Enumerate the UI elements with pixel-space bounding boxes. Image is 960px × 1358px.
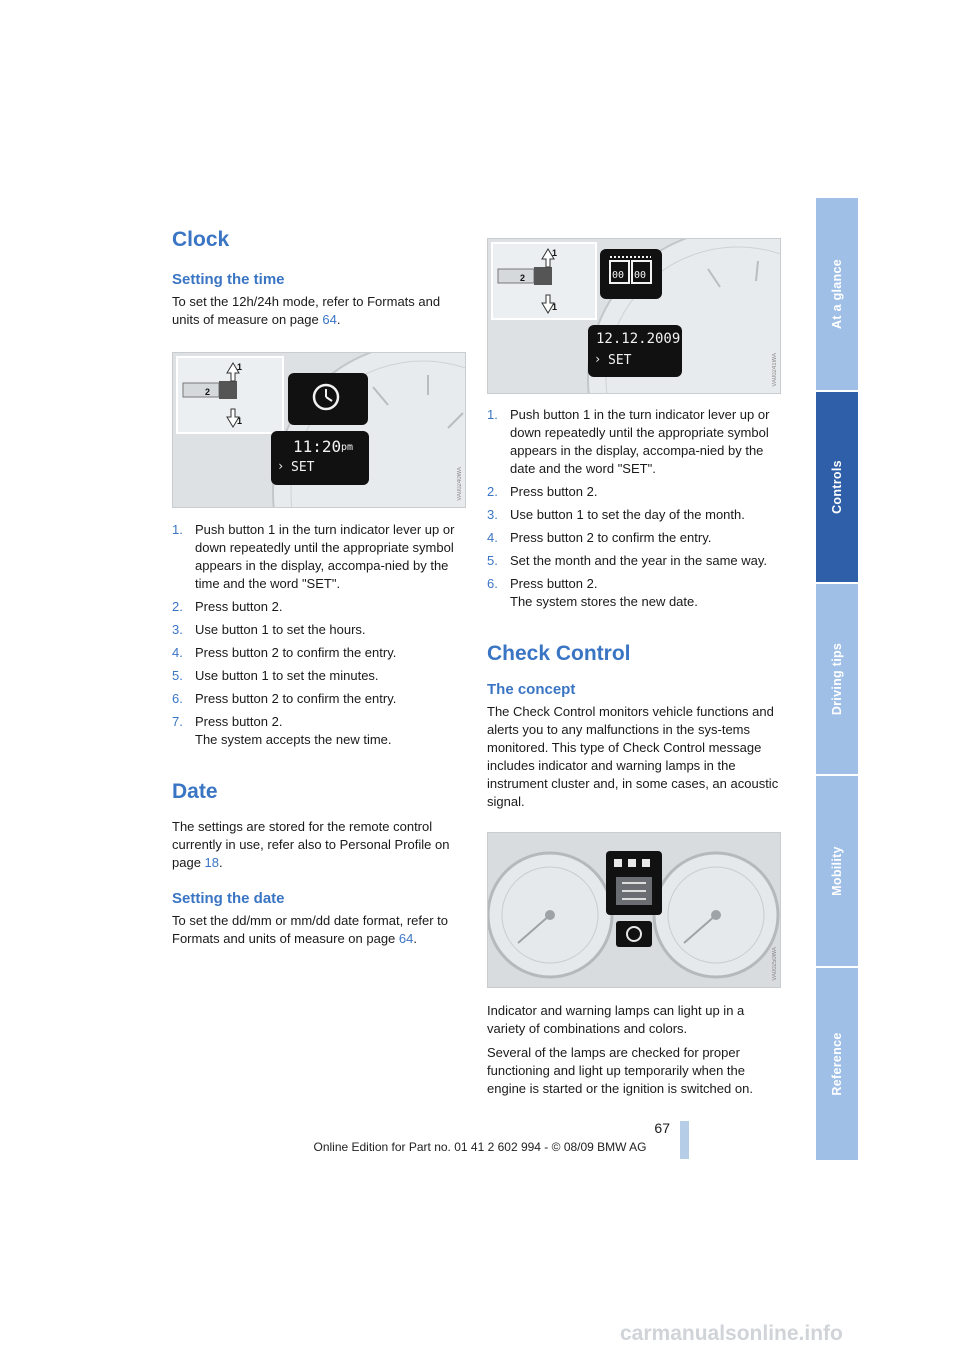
display-time: 11:20: [293, 437, 342, 456]
clock-icon: [288, 373, 368, 425]
instrument-cluster-illustration: [488, 833, 780, 987]
calendar-symbol-screen: [600, 249, 662, 299]
concept-text: The Check Control monitors vehicle functions and alerts you to any malfunctions in the sys-tems monitored. This type of Check Control message includes indicator and warning lamps in the instrument cluster and, in some cases, an acoustic signal.: [487, 704, 779, 809]
check-control-heading: Check Control: [487, 642, 631, 665]
chevron-right-icon: ›: [594, 352, 602, 366]
svg-text:2: 2: [520, 273, 526, 283]
page-link-64[interactable]: 64: [322, 312, 337, 327]
clock-heading: Clock: [172, 228, 230, 251]
setting-time-intro: To set the 12h/24h mode, refer to Formats and units of measure on page 64.: [172, 294, 441, 327]
list-item: 6. Press button 2 to confirm the entry.: [172, 691, 397, 706]
list-item: 2. Press button 2.: [172, 599, 283, 614]
concept-heading: The concept: [487, 681, 576, 698]
right-column: [487, 238, 780, 1098]
sidebar-tab-controls[interactable]: Controls: [816, 392, 858, 584]
svg-text:1: 1: [552, 302, 558, 312]
page-link-64[interactable]: 64: [398, 931, 414, 946]
clock-symbol-screen: [288, 373, 368, 425]
list-item: 3. Use button 1 to set the hours.: [172, 622, 366, 637]
display-set: SET: [291, 460, 315, 475]
svg-text:1: 1: [552, 248, 558, 258]
date-intro: The settings are stored for the remote control currently in use, refer also to Personal Profile on page 18.: [172, 819, 450, 870]
left-column: [172, 226, 464, 948]
svg-text:2: 2: [205, 387, 211, 397]
lamp-check-text: Several of the lamps are checked for proper functioning and light up temporarily when the engine is started or the ignition is switched on.: [487, 1045, 753, 1096]
setting-date-steps: [487, 406, 780, 611]
chapter-sidebar: [816, 198, 858, 1160]
setting-time-heading: Setting the time: [172, 271, 285, 288]
date-heading: Date: [172, 780, 218, 803]
watermark: carmanualsonline.info: [620, 1322, 843, 1345]
figure-code: VA00250WA: [772, 947, 778, 981]
sidebar-tab-reference[interactable]: Reference: [816, 968, 858, 1160]
setting-date-intro: To set the dd/mm or mm/dd date format, refer to Formats and units of measure on page 64.: [172, 913, 448, 946]
list-item: 1. Push button 1 in the turn indicator lever up or down repeatedly until the appropriate symbol appears in the display, accompa-nied by the date and the word "SET".: [487, 407, 770, 476]
figure-code: VA00241WA: [772, 353, 778, 387]
display-date: 12.12.2009: [596, 331, 681, 347]
list-item: 7. Press button 2. The system accepts the new time.: [172, 714, 392, 747]
svg-text:00: 00: [634, 270, 647, 281]
display-time-suffix: pm: [341, 442, 354, 453]
footer-text: Online Edition for Part no. 01 41 2 602 994 - © 08/09 BMW AG: [313, 1140, 647, 1154]
list-item: 3. Use button 1 to set the day of the month.: [487, 507, 745, 522]
display-set: SET: [608, 353, 632, 368]
list-item: 2. Press button 2.: [487, 484, 598, 499]
calendar-icon: [600, 249, 662, 299]
sidebar-tab-at-a-glance[interactable]: At a glance: [816, 198, 858, 392]
list-item: 5. Use button 1 to set the minutes.: [172, 668, 379, 683]
svg-text:00: 00: [612, 270, 625, 281]
page-number: 67: [654, 1120, 670, 1136]
chevron-right-icon: ›: [277, 459, 285, 473]
svg-text:1: 1: [237, 362, 243, 372]
figure-code: VA00240WA: [457, 467, 463, 501]
date-figure: [487, 238, 781, 394]
instrument-cluster-figure: [487, 832, 781, 988]
date-display-screen: [588, 325, 682, 377]
setting-date-heading: Setting the date: [172, 890, 285, 907]
svg-text:1: 1: [237, 416, 243, 426]
sidebar-tab-driving-tips[interactable]: Driving tips: [816, 584, 858, 776]
indicator-lamps-text: Indicator and warning lamps can light up in a variety of combinations and colors.: [487, 1003, 745, 1036]
clock-figure: [172, 352, 466, 508]
list-item: 4. Press button 2 to confirm the entry.: [487, 530, 712, 545]
list-item: 1. Push button 1 in the turn indicator lever up or down repeatedly until the appropriate symbol appears in the display, accompa-nied by the time and the word "SET".: [172, 522, 455, 591]
list-item: 4. Press button 2 to confirm the entry.: [172, 645, 397, 660]
list-item: 6. Press button 2. The system stores the new date.: [487, 576, 698, 609]
clock-display-screen: [271, 431, 369, 485]
list-item: 5. Set the month and the year in the same way.: [487, 553, 768, 568]
setting-time-steps: [172, 521, 464, 749]
sidebar-tab-mobility[interactable]: Mobility: [816, 776, 858, 968]
page-link-18[interactable]: 18: [204, 855, 220, 870]
